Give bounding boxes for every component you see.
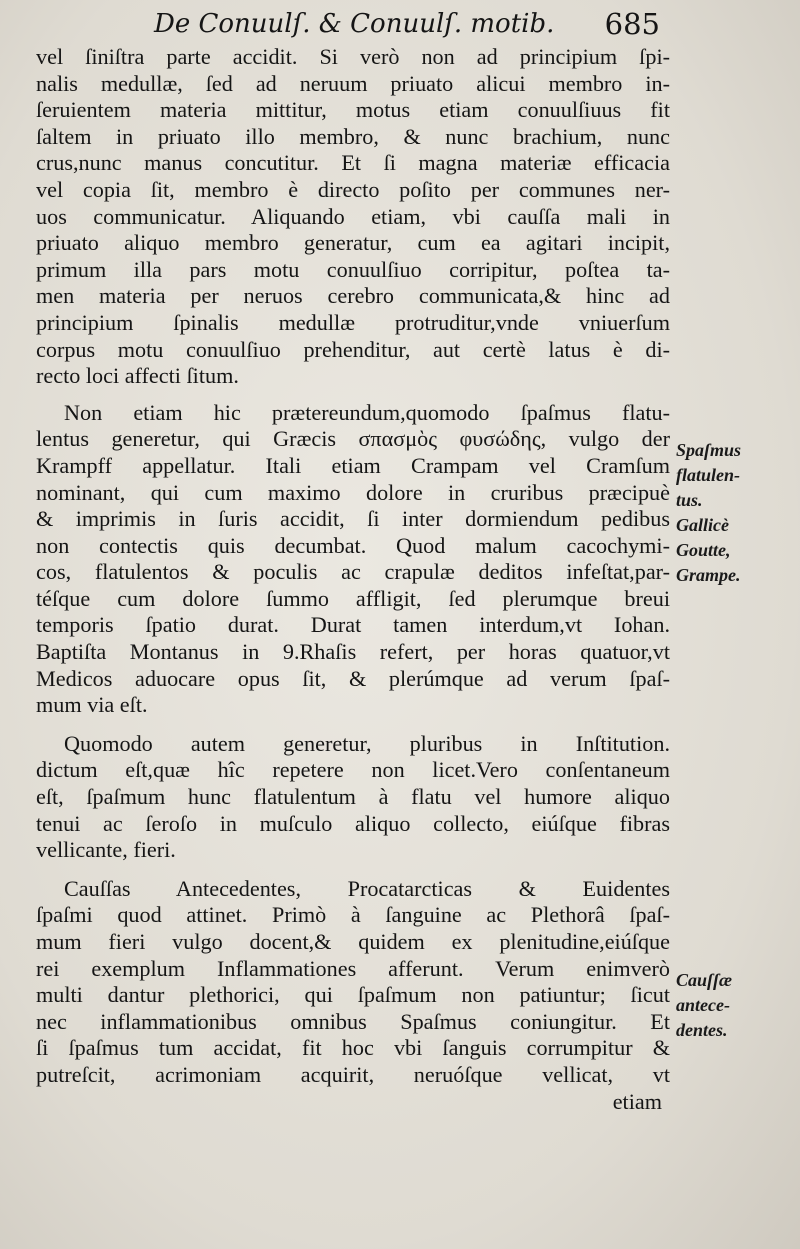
text-line: mum fieri vulgo docent,& quidem ex plenitudine,eiúſque [36,929,670,954]
text-line: nominant, qui cum maximo dolore in cruribus præcipuè [36,479,670,505]
margin-note-line: Spaſmus [676,440,742,460]
margin-note-line: flatulen- [676,465,741,485]
text-line: primum illa pars motu conuulſiuo corripitur, poſtea ta- [36,256,670,282]
text-line: dictum eſt,quæ hîc repetere non licet.Vero conſentaneum [36,757,670,783]
text-body [36,44,670,1115]
text-line: & imprimis in ſuris accidit, ſi inter dormiendum pedibus [36,506,670,532]
text-line: corpus motu conuulſiuo prehenditur, aut certè latus è di- [36,336,670,362]
catchword-row [36,1089,670,1116]
margin-note-caussae [676,968,796,1043]
text-line: téſque cum dolore ſummo affligit, ſed plerumque breui [36,585,670,611]
text-line: multi dantur plethorici, qui ſpaſmum non patiuntur; ſicut [36,982,670,1008]
text-line: men materia per neruos cerebro communicata,& hinc ad [36,283,670,309]
margin-note-line: dentes. [676,1020,728,1040]
text-line: ſeruientem materia mittitur, motus etiam conuulſiuus fit [36,97,670,123]
text-line: vellicante, fieri. [36,837,176,863]
text-line: mum via eſt. [36,692,148,718]
paragraph [36,731,670,864]
paragraph [36,44,670,390]
text-line: Krampff appellatur. Itali etiam Crampam vel Cramſum [36,452,670,478]
text-line: putreſcit, acrimoniam acquirit, neruóſque vellicat, vt [36,1061,670,1087]
text-line: cos, flatulentos & poculis ac crapulæ deditos infeſtat,par- [36,559,670,585]
text-line: tenui ac ſeroſo in muſculo aliquo collecto, eiúſque fibras [36,810,670,836]
margin-note-line: Goutte, [676,540,731,560]
catchword: etiam [612,1088,662,1114]
running-title: De Conuulſ. & Conuulſ. motib. [154,9,555,39]
paragraph [36,876,670,1089]
text-line: principium ſpinalis medullæ protruditur,vnde vniuerſum [36,309,670,335]
margin-note-line: Cauſſæ [676,970,733,990]
text-line: non contectis quis decumbat. Quod malum cacochymi- [36,532,670,558]
text-line: priuato aliquo membro generatur, cum ea agitari incipit, [36,230,670,256]
text-line: Quomodo autem generetur, pluribus in Inſtitution. [64,730,670,756]
margin-note-line: tus. [676,490,703,510]
text-line: Baptiſta Montanus in 9.Rhaſis refert, per horas quatuor,vt [36,639,670,665]
text-line: ſaltem in priuato illo membro, & nunc brachium, nunc [36,123,670,149]
text-line: uos communicatur. Aliquando etiam, vbi cauſſa mali in [36,203,670,229]
text-line: nalis medullæ, ſed ad neruum priuato alicui membro in- [36,70,670,96]
text-line: temporis ſpatio durat. Durat tamen interdum,vt Iohan. [36,612,670,638]
page-number: 685 [604,7,660,41]
text-line: nec inflammationibus omnibus Spaſmus coniungitur. Et [36,1008,670,1034]
margin-note-spasmus [676,438,796,588]
text-line: ſpaſmi quod attinet. Primò à ſanguine ac Plethorâ ſpaſ- [36,902,670,928]
margin-note-line: Gallicè [676,515,729,535]
paragraph [36,400,670,719]
text-line: eſt, ſpaſmum hunc flatulentum à flatu vel humore aliquo [36,784,670,810]
text-line: rei exemplum Inflammationes afferunt. Verum enimverò [36,955,670,981]
text-line: ſi ſpaſmus tum accidat, fit hoc vbi ſanguis corrumpitur & [36,1035,670,1061]
text-line: Cauſſas Antecedentes, Procatarcticas & Euidentes [64,875,670,901]
text-line: lentus generetur, qui Græcis σπασμὸς φυσώδης, vulgo der [36,426,670,452]
margin-note-line: antece- [676,995,730,1015]
text-line: crus,nunc manus concutitur. Et ſi magna materiæ efficacia [36,150,670,176]
text-line: recto loci affecti ſitum. [36,363,239,389]
page-header [110,4,670,44]
text-line: vel ſiniſtra parte accidit. Si verò non ad principium ſpi- [36,44,670,69]
text-line: Medicos aduocare opus ſit, & plerúmque ad verum ſpaſ- [36,665,670,691]
margin-note-line: Grampe. [676,565,741,585]
text-line: vel copia ſit, membro è directo poſito per communes ner- [36,176,670,202]
text-line: Non etiam hic prætereundum,quomodo ſpaſmus flatu- [64,399,670,425]
